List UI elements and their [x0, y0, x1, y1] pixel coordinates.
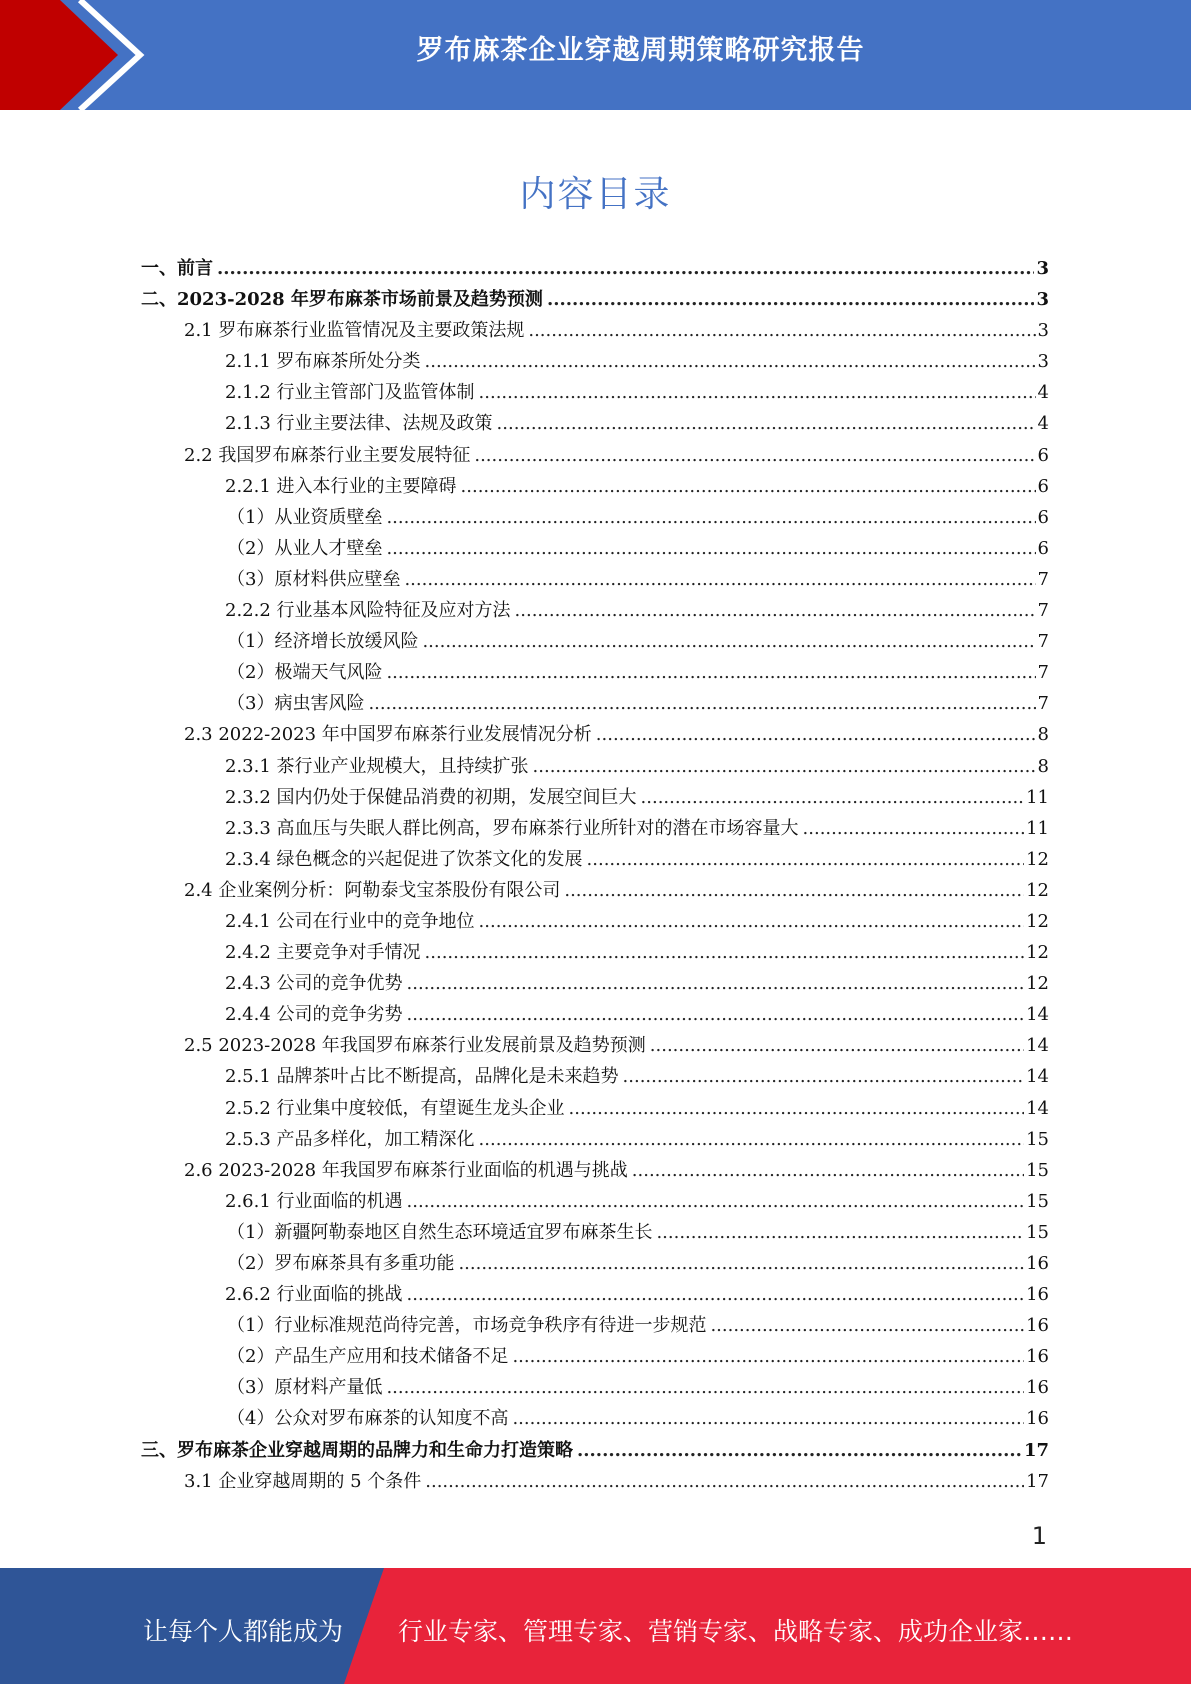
toc-dot-leader — [803, 818, 1025, 839]
toc-dot-leader — [623, 1066, 1025, 1087]
toc-entry[interactable] — [141, 1218, 1049, 1249]
toc-entry-page: 16 — [1026, 1377, 1049, 1399]
toc-entry[interactable] — [141, 1125, 1049, 1156]
toc-dot-leader — [474, 445, 1035, 466]
toc-dot-leader — [577, 1440, 1022, 1461]
toc-entry[interactable] — [141, 285, 1049, 316]
toc-entry-page: 3 — [1036, 258, 1049, 279]
toc-dot-leader — [533, 756, 1036, 777]
toc-entry-label: （1）经济增长放缓风险 — [227, 631, 419, 653]
toc-dot-leader — [422, 631, 1035, 652]
toc-entry-label: （3）病虫害风险 — [227, 693, 365, 715]
toc-entry-page: 15 — [1026, 1221, 1049, 1243]
toc-heading: 内容目录 — [519, 174, 672, 215]
toc-entry[interactable] — [141, 409, 1049, 440]
toc-entry-label: 2.3.4 绿色概念的兴起促进了饮茶文化的发展 — [225, 848, 583, 870]
toc-entry[interactable] — [141, 316, 1049, 347]
toc-entry-page: 4 — [1037, 382, 1049, 404]
toc-dot-leader — [386, 538, 1035, 559]
toc-dot-leader — [407, 1284, 1025, 1305]
toc-entry-label: 2.5.1 品牌茶叶占比不断提高，品牌化是未来趋势 — [225, 1066, 619, 1088]
toc-entry[interactable] — [141, 1311, 1049, 1342]
toc-entry-page: 16 — [1026, 1253, 1049, 1274]
footer-slogan-right: 行业专家、管理专家、营销专家、战略专家、成功企业家…… — [398, 1617, 1074, 1646]
toc-entry[interactable] — [141, 845, 1049, 876]
toc-entry-label: 2.3.1 茶行业产业规模大，且持续扩张 — [225, 755, 529, 777]
toc-entry[interactable] — [141, 378, 1049, 409]
toc-dot-leader — [386, 662, 1035, 683]
toc-entry[interactable] — [141, 783, 1049, 814]
toc-dot-leader — [458, 1253, 1024, 1274]
toc-entry-label: 2.1 罗布麻茶行业监管情况及主要政策法规 — [184, 320, 525, 342]
toc-entry-page: 17 — [1026, 1470, 1049, 1492]
toc-entry-page: 6 — [1037, 506, 1049, 528]
toc-entry-page: 7 — [1037, 568, 1049, 590]
toc-dot-leader — [407, 1004, 1025, 1025]
toc-entry[interactable] — [141, 689, 1049, 720]
toc-entry-label: 2.4.4 公司的竞争劣势 — [225, 1004, 403, 1026]
toc-dot-leader — [656, 1222, 1024, 1243]
toc-entry-page: 3 — [1036, 289, 1049, 311]
toc-entry-page: 12 — [1026, 910, 1049, 932]
toc-dot-leader — [425, 351, 1036, 372]
toc-dot-leader — [368, 693, 1035, 714]
toc-dot-leader — [569, 1098, 1025, 1119]
toc-entry-label: （2）罗布麻茶具有多重功能 — [227, 1253, 455, 1274]
toc-dot-leader — [528, 320, 1035, 341]
toc-dot-leader — [587, 849, 1025, 870]
toc-dot-leader — [564, 880, 1024, 901]
toc-entry-page: 12 — [1026, 879, 1049, 901]
toc-entry[interactable] — [141, 1436, 1049, 1467]
toc-entry-label: 二、2023-2028 年罗布麻茶市场前景及趋势预测 — [141, 289, 543, 311]
toc-entry-label: 一、前言 — [141, 258, 213, 279]
toc-entry-page: 15 — [1026, 1128, 1049, 1150]
toc-entry-page: 16 — [1026, 1408, 1049, 1430]
toc-entry[interactable] — [141, 1404, 1049, 1435]
toc-dot-leader — [479, 382, 1036, 403]
toc-entry-label: （1）新疆阿勒泰地区自然生态环境适宜罗布麻茶生长 — [227, 1221, 653, 1243]
toc-entry-label: 2.2 我国罗布麻茶行业主要发展特征 — [184, 444, 471, 466]
toc-entry-label: （2）极端天气风险 — [227, 662, 383, 684]
toc-entry-page: 15 — [1026, 1190, 1049, 1212]
toc-dot-leader — [596, 724, 1036, 745]
toc-entry-label: 2.4.2 主要竞争对手情况 — [225, 942, 421, 964]
toc-entry[interactable] — [141, 1342, 1049, 1373]
toc-entry[interactable] — [141, 1062, 1049, 1093]
toc-entry-page: 12 — [1026, 848, 1049, 870]
toc-entry-label: 3.1 企业穿越周期的 5 个条件 — [184, 1470, 422, 1492]
toc-entry-label: （4）公众对罗布麻茶的认知度不高 — [227, 1408, 509, 1430]
toc-entry-page: 16 — [1026, 1346, 1049, 1368]
toc-dot-leader — [461, 476, 1036, 497]
toc-entry-label: （2）产品生产应用和技术储备不足 — [227, 1346, 509, 1368]
toc-entry[interactable] — [141, 1031, 1049, 1062]
toc-dot-leader — [407, 973, 1025, 994]
toc-dot-leader — [512, 1408, 1024, 1429]
toc-entry[interactable] — [141, 627, 1049, 658]
toc-entry[interactable] — [141, 1000, 1049, 1031]
toc-entry[interactable] — [141, 596, 1049, 627]
toc-dot-leader — [407, 1191, 1025, 1212]
toc-entry-page: 6 — [1037, 475, 1049, 497]
toc-dot-leader — [497, 413, 1036, 434]
toc-dot-leader — [386, 507, 1035, 528]
toc-dot-leader — [512, 1346, 1024, 1367]
toc-entry[interactable] — [141, 752, 1049, 783]
toc-entry-label: 2.2.1 进入本行业的主要障碍 — [225, 475, 457, 497]
toc-entry[interactable] — [141, 814, 1049, 845]
page-header — [0, 0, 1191, 110]
toc-dot-leader — [479, 1129, 1025, 1150]
toc-entry-page: 8 — [1037, 724, 1049, 746]
toc-dot-leader — [404, 569, 1035, 590]
toc-dot-leader — [479, 911, 1025, 932]
toc-entry[interactable] — [141, 347, 1049, 378]
toc-entry[interactable] — [141, 1156, 1049, 1187]
toc-dot-leader — [386, 1377, 1024, 1398]
toc-entry-page: 12 — [1026, 942, 1049, 964]
toc-entry-label: 2.6 2023-2028 年我国罗布麻茶行业面临的机遇与挑战 — [184, 1159, 628, 1181]
toc-entry-label: （3）原材料产量低 — [227, 1377, 383, 1399]
toc-entry[interactable] — [141, 938, 1049, 969]
toc-entry-page: 7 — [1037, 631, 1049, 653]
toc-entry-label: 2.3.3 高血压与失眠人群比例高，罗布麻茶行业所针对的潜在市场容量大 — [225, 817, 799, 839]
toc-entry-label: 2.4 企业案例分析：阿勒泰戈宝茶股份有限公司 — [184, 879, 561, 901]
toc-entry-page: 7 — [1037, 662, 1049, 684]
toc-entry[interactable] — [141, 969, 1049, 1000]
toc-entry[interactable] — [141, 1373, 1049, 1404]
toc-entry-page: 8 — [1037, 755, 1049, 777]
toc-dot-leader — [710, 1315, 1024, 1336]
toc-entry-page: 14 — [1026, 1004, 1049, 1026]
toc-entry-label: 2.2.2 行业基本风险特征及应对方法 — [225, 600, 511, 622]
toc-entry-label: 2.1.2 行业主管部门及监管体制 — [225, 382, 475, 404]
toc-entry[interactable] — [141, 907, 1049, 938]
toc-entry[interactable] — [141, 503, 1049, 534]
toc-entry[interactable] — [141, 254, 1049, 285]
toc-entry-page: 11 — [1026, 786, 1049, 808]
toc-entry-label: 2.4.3 公司的竞争优势 — [225, 973, 403, 995]
toc-entry-label: （2）从业人才壁垒 — [227, 537, 383, 559]
toc-dot-leader — [425, 942, 1025, 963]
page-number: 1 — [1031, 1522, 1047, 1550]
toc-entry-page: 12 — [1026, 973, 1049, 995]
toc-entry[interactable] — [141, 1094, 1049, 1125]
toc-entry-label: 2.5 2023-2028 年我国罗布麻茶行业发展前景及趋势预测 — [184, 1035, 646, 1057]
toc-entry-label: （1）从业资质壁垒 — [227, 506, 383, 528]
toc-entry-page: 7 — [1037, 693, 1049, 715]
toc-entry[interactable] — [141, 565, 1049, 596]
toc-entry-page: 16 — [1026, 1315, 1049, 1337]
toc-entry-label: 三、罗布麻茶企业穿越周期的品牌力和生命力打造策略 — [141, 1439, 573, 1461]
toc-dot-leader — [650, 1035, 1024, 1056]
toc-entry-page: 11 — [1026, 817, 1049, 839]
toc-entry-page: 14 — [1026, 1066, 1049, 1088]
toc-entry-label: 2.6.1 行业面临的机遇 — [225, 1190, 403, 1212]
toc-dot-leader — [632, 1160, 1024, 1181]
toc-entry[interactable] — [141, 1280, 1049, 1311]
toc-entry-page: 17 — [1023, 1439, 1049, 1461]
toc-dot-leader — [547, 289, 1035, 310]
toc-entry[interactable] — [141, 658, 1049, 689]
toc-entry-label: 2.3.2 国内仍处于保健品消费的初期，发展空间巨大 — [225, 786, 637, 808]
toc-entry-label: 2.1.1 罗布麻茶所处分类 — [225, 351, 421, 373]
toc-entry-label: 2.5.3 产品多样化，加工精深化 — [225, 1128, 475, 1150]
toc-dot-leader — [641, 787, 1025, 808]
report-title: 罗布麻茶企业穿越周期策略研究报告 — [416, 35, 865, 66]
toc-entry[interactable] — [141, 472, 1049, 503]
toc-entry-page: 4 — [1037, 413, 1049, 435]
page-footer — [0, 1568, 1191, 1684]
toc-entry-label: 2.5.2 行业集中度较低，有望诞生龙头企业 — [225, 1097, 565, 1119]
toc-entry[interactable] — [141, 1467, 1049, 1498]
footer-slogan-left: 让每个人都能成为 — [143, 1617, 344, 1646]
toc-entry-label: 2.6.2 行业面临的挑战 — [225, 1284, 403, 1306]
toc-entry-label: （3）原材料供应壁垒 — [227, 568, 401, 590]
toc-dot-leader — [217, 258, 1034, 279]
toc-entry-page: 14 — [1026, 1097, 1049, 1119]
toc-entry-page: 6 — [1037, 537, 1049, 559]
toc-entry-page: 16 — [1026, 1284, 1049, 1306]
toc-entry-page: 14 — [1026, 1035, 1049, 1057]
toc-entry-page: 6 — [1037, 444, 1049, 466]
toc-entry[interactable] — [141, 534, 1049, 565]
toc-entry-page: 7 — [1037, 600, 1049, 622]
toc-entry-label: 2.3 2022-2023 年中国罗布麻茶行业发展情况分析 — [184, 724, 592, 746]
toc-entry-label: 2.4.1 公司在行业中的竞争地位 — [225, 910, 475, 932]
toc-dot-leader — [515, 600, 1036, 621]
toc-entry-page: 3 — [1037, 320, 1049, 342]
table-of-contents — [141, 254, 1049, 1498]
toc-entry-page: 15 — [1026, 1159, 1049, 1181]
toc-entry-label: 2.1.3 行业主要法律、法规及政策 — [225, 413, 493, 435]
toc-entry-label: （1）行业标准规范尚待完善，市场竞争秩序有待进一步规范 — [227, 1315, 707, 1337]
toc-entry[interactable] — [141, 1187, 1049, 1218]
toc-dot-leader — [425, 1471, 1024, 1492]
toc-entry[interactable] — [141, 441, 1049, 472]
toc-entry[interactable] — [141, 720, 1049, 751]
toc-entry-page: 3 — [1037, 351, 1049, 373]
toc-entry[interactable] — [141, 1249, 1049, 1280]
toc-entry[interactable] — [141, 876, 1049, 907]
